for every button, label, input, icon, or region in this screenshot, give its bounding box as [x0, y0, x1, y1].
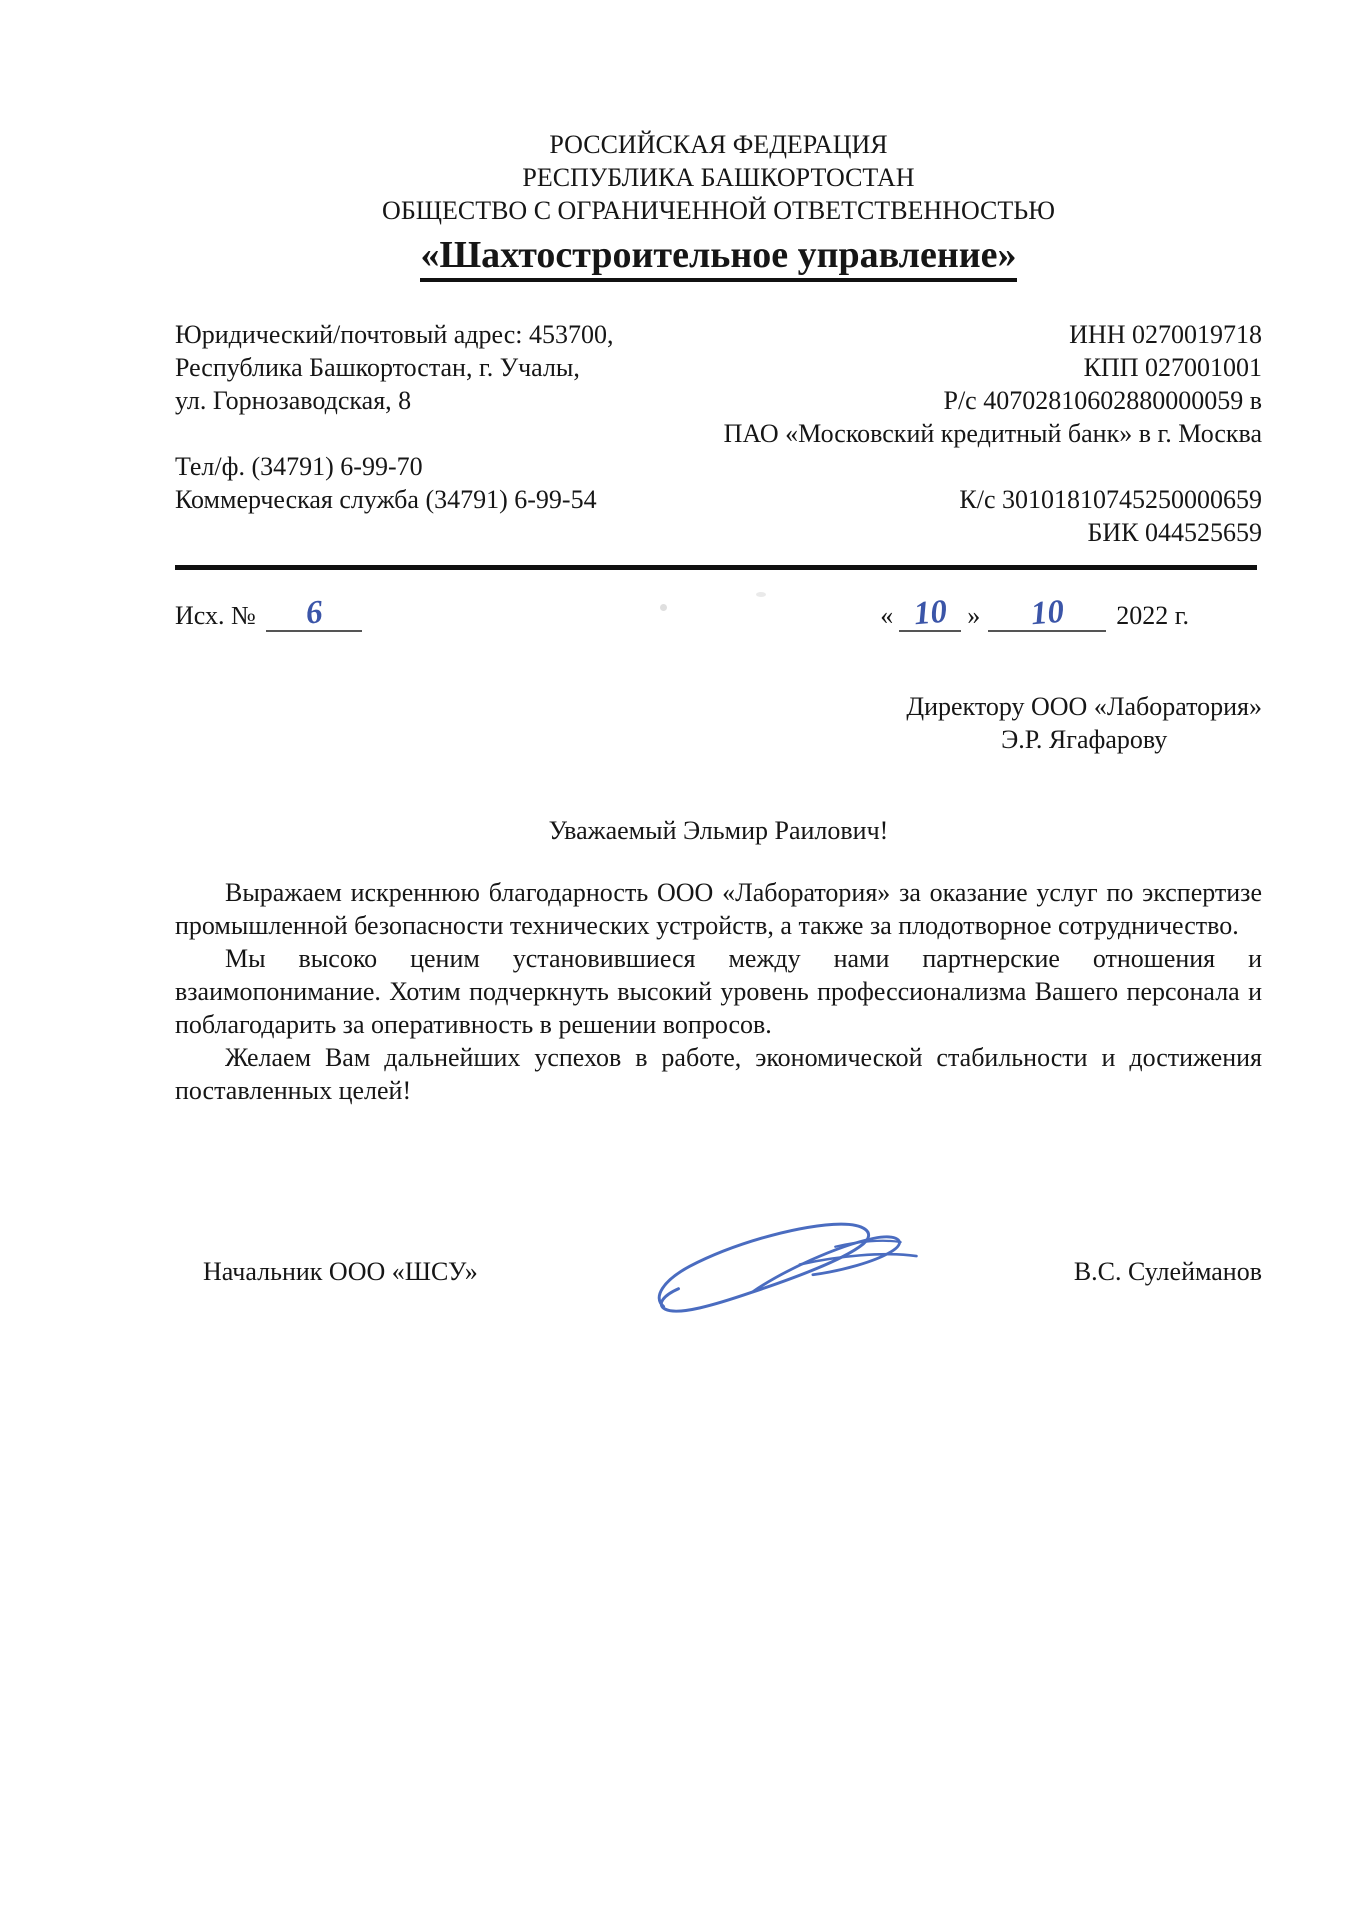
outgoing-number	[175, 594, 362, 632]
handwritten-signature-icon	[643, 1212, 923, 1330]
scan-smudge	[756, 592, 766, 597]
handwritten-day: 10	[912, 593, 949, 633]
letter-body	[175, 876, 1262, 1107]
signer-name: В.С. Сулейманов	[1073, 1256, 1262, 1286]
bank-line: ПАО «Московский кредитный банк» в г. Москва	[723, 419, 1262, 448]
company-name: «Шахтостроительное управление»	[175, 233, 1262, 282]
scan-smudge	[660, 604, 667, 611]
inn-line: ИНН 0270019718	[1069, 320, 1262, 349]
kpp-line: КПП 027001001	[1083, 353, 1262, 382]
contacts-right-column	[724, 318, 1262, 549]
handwritten-month: 10	[1029, 593, 1066, 633]
letterhead	[175, 128, 1262, 282]
addressee-name: Э.Р. Ягафарову	[1001, 725, 1168, 754]
date-month-blank	[988, 593, 1106, 633]
date-close-quote: »	[967, 601, 981, 630]
date-year: 2022 г.	[1116, 601, 1189, 630]
settlement-account-line: Р/с 40702810602880000059 в	[943, 386, 1262, 415]
outgoing-number-blank	[266, 594, 362, 632]
body-paragraph: Мы высоко ценим установившиеся между нами партнерские отношения и взаимопонимание. Хотим подчеркнуть высокий уровень профессионализма Вашего персонала и поблагодарить за оперативность в решении вопросов.	[175, 944, 1262, 1039]
postal-address-line: Юридический/почтовый адрес: 453700,	[175, 320, 614, 349]
contacts-block	[175, 318, 1262, 549]
bik-line: БИК 044525659	[1087, 518, 1262, 547]
reference-date-row	[175, 593, 1262, 633]
postal-address-line: Республика Башкортостан, г. Учалы,	[175, 353, 580, 382]
contacts-left-column	[175, 318, 613, 549]
postal-address-line: ул. Горнозаводская, 8	[175, 386, 412, 415]
corr-account-line: К/с 30101810745250000659	[959, 485, 1262, 514]
letterhead-republic: РЕСПУБЛИКА БАШКОРТОСТАН	[522, 163, 915, 192]
salutation: Уважаемый Эльмир Раилович!	[548, 816, 889, 845]
addressee-block	[175, 690, 1262, 756]
phone-line: Тел/ф. (34791) 6-99-70	[175, 452, 423, 481]
body-paragraph: Выражаем искреннюю благодарность ООО «Лаборатория» за оказание услуг по экспертизе промышленной безопасности технических устройств, а также за плодотворное сотрудничество.	[175, 878, 1262, 940]
letterhead-divider	[175, 565, 1257, 570]
signer-position: Начальник ООО «ШСУ»	[203, 1256, 478, 1286]
date-day-blank	[899, 593, 961, 633]
letterhead-country: РОССИЙСКАЯ ФЕДЕРАЦИЯ	[549, 130, 888, 159]
date-open-quote: «	[880, 601, 894, 630]
letterhead-org-type: ОБЩЕСТВО С ОГРАНИЧЕННОЙ ОТВЕТСТВЕННОСТЬЮ	[382, 196, 1055, 225]
date-field	[880, 593, 1189, 633]
handwritten-number: 6	[303, 594, 324, 632]
body-paragraph: Желаем Вам дальнейших успехов в работе, экономической стабильности и достижения поставленных целей!	[175, 1043, 1262, 1105]
outgoing-number-label: Исх. №	[175, 601, 256, 630]
commercial-phone-line: Коммерческая служба (34791) 6-99-54	[175, 485, 597, 514]
addressee-title: Директору ООО «Лаборатория»	[906, 692, 1262, 721]
signature-row	[175, 1211, 1262, 1331]
